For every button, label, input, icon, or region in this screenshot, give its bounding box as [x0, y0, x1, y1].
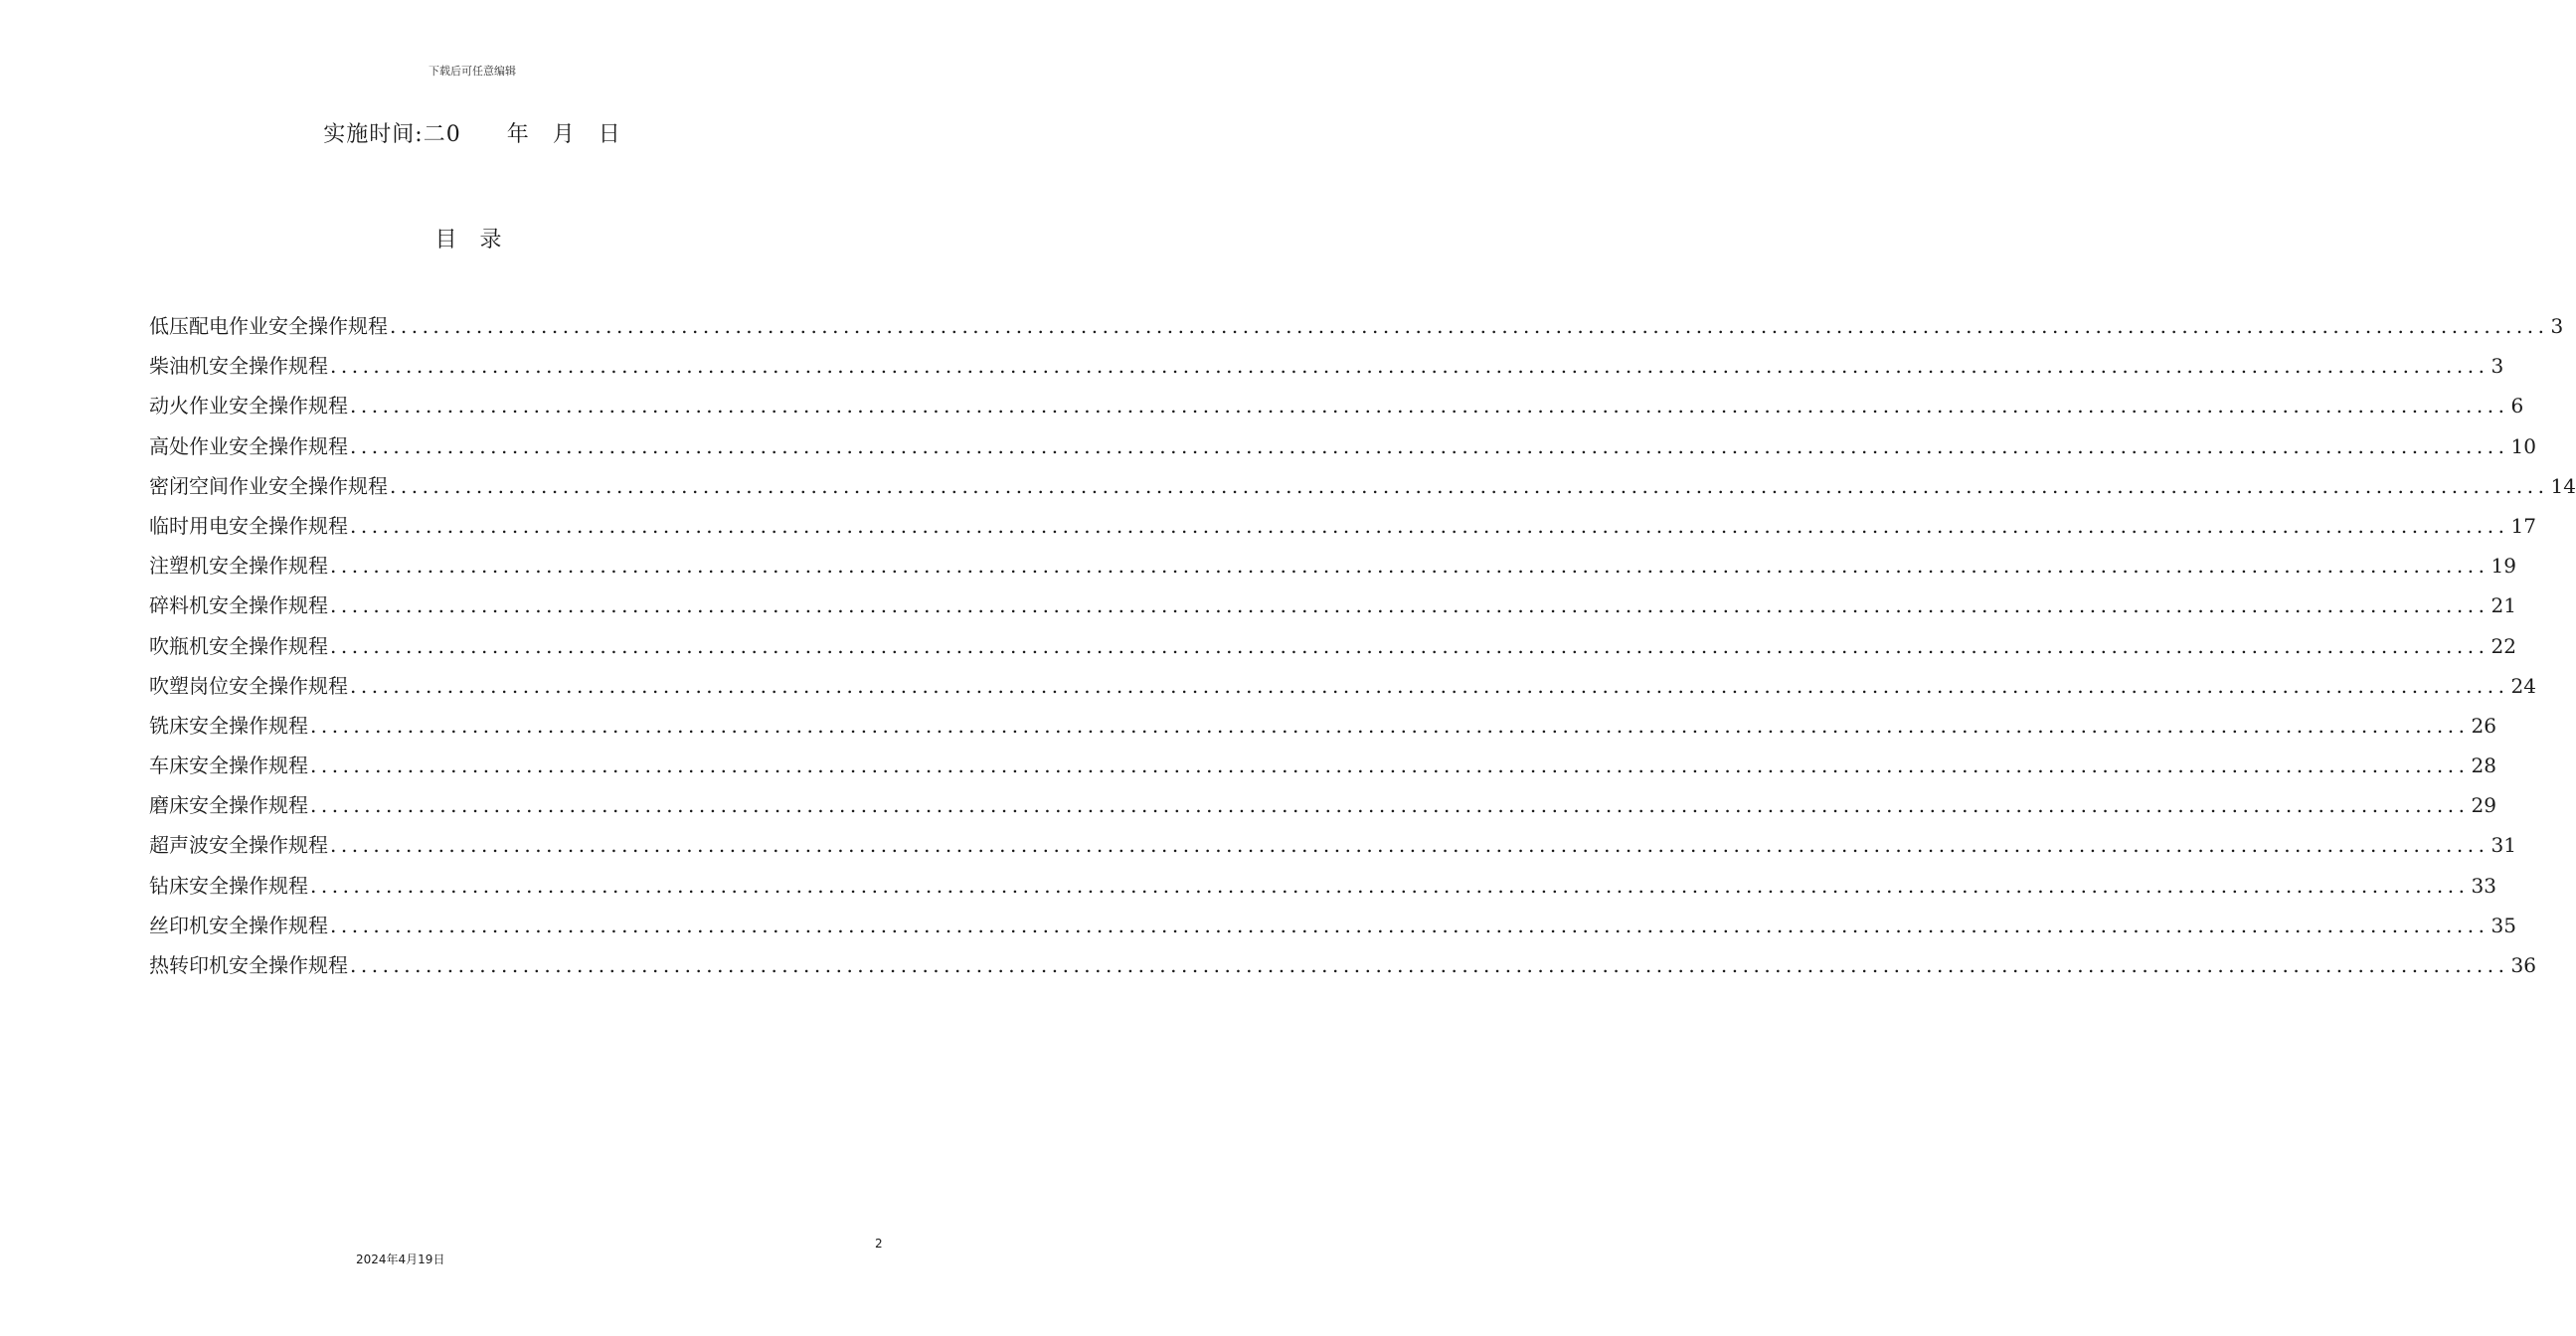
toc-entry-page: 19	[2490, 554, 2516, 579]
toc-entry-page: 26	[2471, 713, 2496, 738]
toc-entry[interactable]	[149, 585, 2516, 625]
toc-entry[interactable]	[149, 785, 2496, 825]
toc-entry-page: 24	[2510, 673, 2536, 698]
toc-entry-label: 注塑机安全操作规程	[149, 554, 328, 579]
toc-entry-label: 临时用电安全操作规程	[149, 513, 348, 538]
toc-entry[interactable]	[149, 506, 2536, 546]
toc-entry[interactable]	[149, 306, 2564, 346]
toc-dot-leader: ........................................................................................................................................................................................................	[350, 433, 2509, 458]
toc-dot-leader: ........................................................................................................................................................................................................	[350, 394, 2509, 418]
header-note: 下载后可任意编辑	[429, 65, 516, 78]
toc-dot-leader: ........................................................................................................................................................................................................	[330, 833, 2490, 858]
toc-entry[interactable]	[149, 426, 2536, 466]
toc-entry-label: 动火作业安全操作规程	[149, 394, 348, 418]
toc-dot-leader: ........................................................................................................................................................................................................	[330, 593, 2490, 618]
toc-entry-label: 低压配电作业安全操作规程	[149, 314, 388, 338]
toc-entry-label: 超声波安全操作规程	[149, 833, 328, 858]
toc-dot-leader: ........................................................................................................................................................................................................	[330, 354, 2490, 379]
toc-entry[interactable]	[149, 466, 2576, 506]
toc-dot-leader: ........................................................................................................................................................................................................	[350, 513, 2509, 538]
table-of-contents	[149, 306, 2576, 985]
toc-entry[interactable]	[149, 945, 2536, 985]
toc-entry[interactable]	[149, 666, 2536, 706]
toc-entry-page: 10	[2510, 433, 2536, 458]
toc-entry-page: 36	[2510, 953, 2536, 977]
toc-entry-label: 铣床安全操作规程	[149, 713, 308, 738]
toc-entry-page: 35	[2490, 913, 2516, 937]
toc-dot-leader: ........................................................................................................................................................................................................	[390, 314, 2549, 338]
toc-entry-label: 吹塑岗位安全操作规程	[149, 673, 348, 698]
toc-entry-page: 33	[2471, 873, 2496, 898]
toc-entry-page: 17	[2510, 513, 2536, 538]
footer-date: 2024年4月19日	[356, 1252, 445, 1266]
toc-dot-leader: ........................................................................................................................................................................................................	[330, 633, 2490, 658]
toc-entry-label: 车床安全操作规程	[149, 753, 308, 778]
toc-entry[interactable]	[149, 346, 2504, 386]
toc-entry[interactable]	[149, 906, 2516, 945]
toc-entry[interactable]	[149, 706, 2496, 746]
toc-dot-leader: ........................................................................................................................................................................................................	[330, 913, 2490, 937]
toc-entry-label: 磨床安全操作规程	[149, 793, 308, 818]
toc-entry-label: 热转印机安全操作规程	[149, 953, 348, 977]
toc-entry-label: 高处作业安全操作规程	[149, 433, 348, 458]
toc-entry[interactable]	[149, 825, 2516, 865]
toc-entry-page: 28	[2471, 753, 2496, 778]
toc-entry[interactable]	[149, 866, 2496, 906]
toc-entry-label: 柴油机安全操作规程	[149, 354, 328, 379]
toc-entry-page: 3	[2490, 354, 2504, 379]
toc-entry[interactable]	[149, 626, 2516, 666]
toc-entry-page: 31	[2490, 833, 2516, 858]
toc-dot-leader: ........................................................................................................................................................................................................	[350, 953, 2509, 977]
toc-dot-leader: ........................................................................................................................................................................................................	[390, 473, 2549, 498]
toc-dot-leader: ........................................................................................................................................................................................................	[350, 673, 2509, 698]
toc-entry-page: 3	[2550, 314, 2564, 338]
toc-title: 目 录	[434, 228, 510, 252]
toc-entry[interactable]	[149, 546, 2516, 585]
toc-dot-leader: ........................................................................................................................................................................................................	[310, 753, 2470, 778]
toc-entry-page: 21	[2490, 593, 2516, 618]
toc-dot-leader: ........................................................................................................................................................................................................	[310, 713, 2470, 738]
toc-entry-label: 碎料机安全操作规程	[149, 593, 328, 618]
toc-dot-leader: ........................................................................................................................................................................................................	[310, 793, 2470, 818]
toc-dot-leader: ........................................................................................................................................................................................................	[330, 554, 2490, 579]
toc-dot-leader: ........................................................................................................................................................................................................	[310, 873, 2470, 898]
toc-entry[interactable]	[149, 746, 2496, 785]
toc-entry-label: 吹瓶机安全操作规程	[149, 633, 328, 658]
toc-entry-label: 钻床安全操作规程	[149, 873, 308, 898]
toc-entry-label: 丝印机安全操作规程	[149, 913, 328, 937]
toc-entry-page: 22	[2490, 633, 2516, 658]
toc-entry-page: 14	[2550, 473, 2576, 498]
implementation-date: 实施时间:二0 年 月 日	[323, 122, 621, 147]
toc-entry[interactable]	[149, 386, 2524, 425]
toc-entry-label: 密闭空间作业安全操作规程	[149, 473, 388, 498]
toc-entry-page: 29	[2471, 793, 2496, 818]
page-number: 2	[875, 1237, 883, 1251]
toc-entry-page: 6	[2510, 394, 2524, 418]
